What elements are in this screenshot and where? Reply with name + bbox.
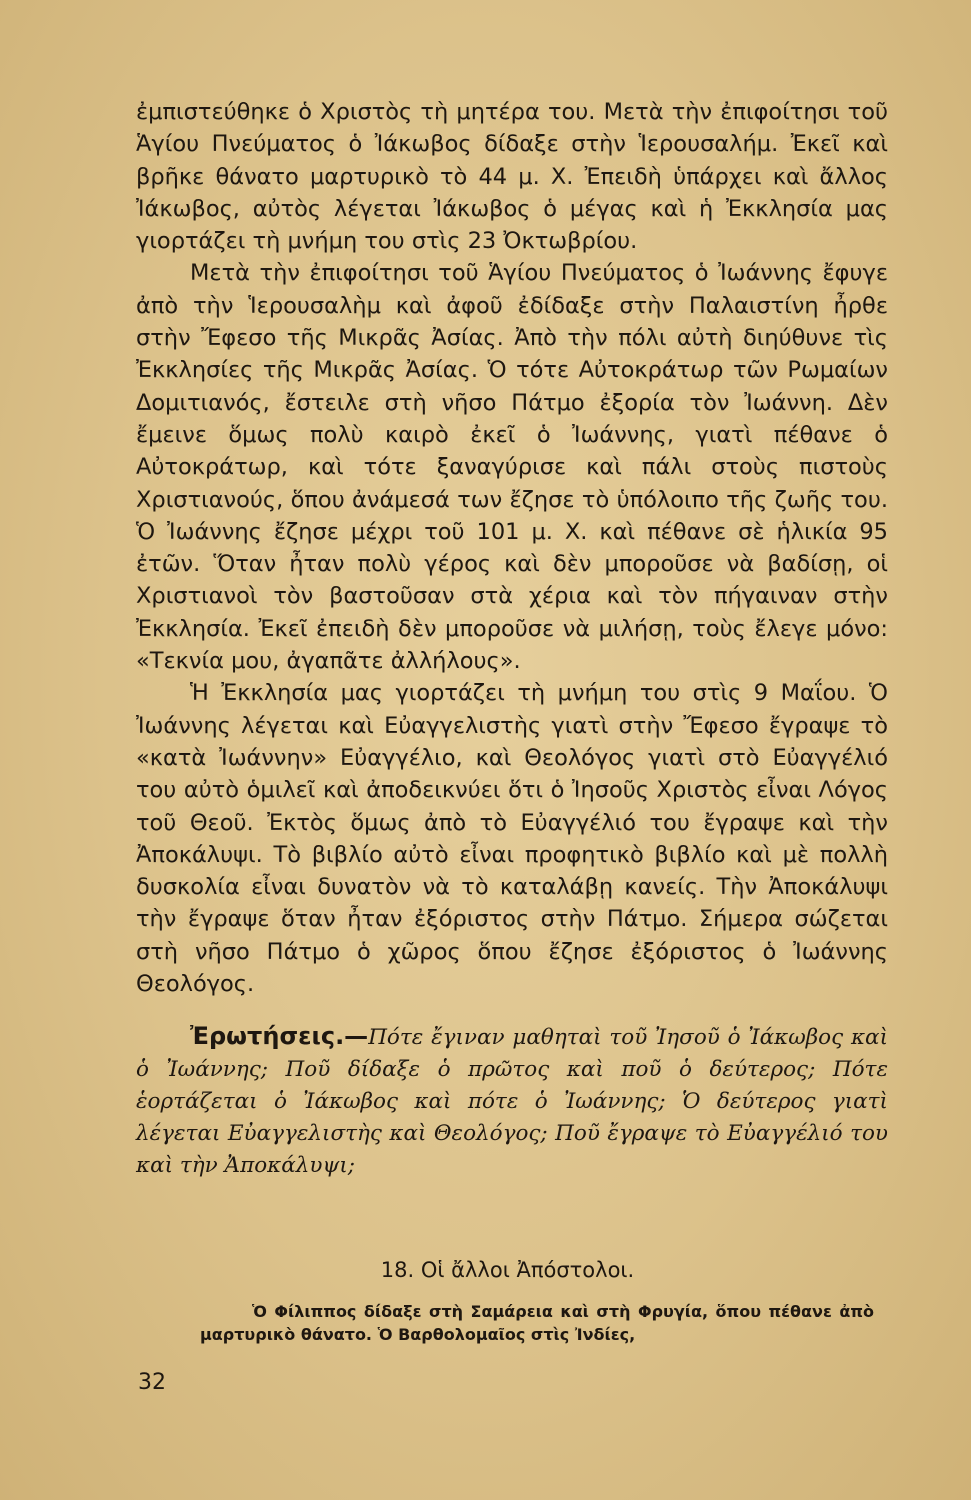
- questions-label: Ἐρωτήσεις.—: [190, 1022, 369, 1050]
- section-heading: [0, 1258, 971, 1282]
- paragraph-john-life: Μετὰ τὴν ἐπιφοίτησι τοῦ Ἁγίου Πνεύματος ὁ Ἰωάννης ἔφυγε ἀπὸ τὴν Ἱερουσαλὴμ καὶ ἀφοῦ ἐδίδαξε στὴν Παλαιστίνη ἦρθε στὴν Ἔφεσο τῆς Μικρᾶς Ἀσίας. Ἀπὸ τὴν πόλι αὐτὴ διηύθυνε τὶς Ἐκκλησίες τῆς Μικρᾶς Ἀσίας. Ὁ τότε Αὐτοκράτωρ τῶν Ρωμαίων Δομιτιανός, ἔστειλε στὴ νῆσο Πάτμο ἐξορία τὸν Ἰωάννη. Δὲν ἔμεινε ὅμως πολὺ καιρὸ ἐκεῖ ὁ Ἰωάννης, γιατὶ πέθανε ὁ Αὐτοκράτωρ, καὶ τότε ξαναγύρισε καὶ πάλι στοὺς πιστοὺς Χριστιανούς, ὅπου ἀνάμεσά των ἔζησε τὸ ὑπόλοιπο τῆς ζωῆς του. Ὁ Ἰωάννης ἔζησε μέχρι τοῦ 101 μ. Χ. καὶ πέθανε σὲ ἡλικία 95 ἐτῶν. Ὅταν ἦταν πολὺ γέρος καὶ δὲν μποροῦσε νὰ βαδίσῃ, οἱ Χριστιανοὶ τὸν βαστοῦσαν στὰ χέρια καὶ τὸν πήγαιναν στὴν Ἐκκλησία. Ἐκεῖ ἐπειδὴ δὲν μποροῦσε νὰ μιλήσῃ, τοὺς ἔλεγε μόνο: «Τεκνία μου, ἀγαπᾶτε ἀλλήλους».: [136, 260, 888, 675]
- questions-block: [136, 1020, 888, 1182]
- main-text-block: [136, 96, 888, 1000]
- page-number: 32: [138, 1370, 166, 1395]
- section-heading-text: 18. Οἱ ἄλλοι Ἀπόστολοι.: [380, 1258, 635, 1282]
- section-paragraph: Ὁ Φίλιππος δίδαξε στὴ Σαμάρεια καὶ στὴ Φρυγία, ὅπου πέθανε ἀπὸ μαρτυρικὸ θάνατο. Ὁ Βαρθολομαῖος στὶς Ἰνδίες,: [200, 1302, 874, 1344]
- section-text-block: [200, 1300, 874, 1346]
- paragraph-john-gospel: Ἡ Ἐκκλησία μας γιορτάζει τὴ μνήμη του στὶς 9 Μαΐου. Ὁ Ἰωάννης λέγεται καὶ Εὐαγγελιστὴς γιατὶ στὴν Ἔφεσο ἔγραψε τὸ «κατὰ Ἰωάννην» Εὐαγγέλιο, καὶ Θεολόγος γιατὶ στὸ Εὐαγγέλιό του αὐτὸ ὁμιλεῖ καὶ ἀποδεικνύει ὅτι ὁ Ἰησοῦς Χριστὸς εἶναι Λόγος τοῦ Θεοῦ. Ἐκτὸς ὅμως ἀπὸ τὸ Εὐαγγέλιό του ἔγραψε καὶ τὴν Ἀποκάλυψι. Τὸ βιβλίο αὐτὸ εἶναι προφητικὸ βιβλίο καὶ μὲ πολλὴ δυσκολία εἶναι δυνατὸν νὰ τὸ καταλάβῃ κανείς. Τὴν Ἀποκάλυψι τὴν ἔγραψε ὅταν ἦταν ἐξόριστος στὴν Πάτμο. Σήμερα σώζεται στὴ νῆσο Πάτμο ὁ χῶρος ὅπου ἔζησε ἐξόριστος ὁ Ἰωάννης Θεολόγος.: [136, 680, 888, 998]
- questions-text: Πότε ἔγιναν μαθηταὶ τοῦ Ἰησοῦ ὁ Ἰάκωβος καὶ ὁ Ἰωάννης; Ποῦ δίδαξε ὁ πρῶτος καὶ ποῦ ὁ δεύτερος; Πότε ἑορτάζεται ὁ Ἰάκωβος καὶ πότε ὁ Ἰωάννης; Ὁ δεύτερος γιατὶ λέγεται Εὐαγγελιστὴς καὶ Θεολόγος; Ποῦ ἔγραψε τὸ Εὐαγγέλιό του καὶ τὴν Ἀποκάλυψι;: [136, 1025, 888, 1178]
- paragraph-james: ἐμπιστεύθηκε ὁ Χριστὸς τὴ μητέρα του. Μετὰ τὴν ἐπιφοίτησι τοῦ Ἁγίου Πνεύματος ὁ Ἰάκωβος δίδαξε στὴν Ἱερουσαλήμ. Ἐκεῖ καὶ βρῆκε θάνατο μαρτυρικὸ τὸ 44 μ. Χ. Ἐπειδὴ ὑπάρχει καὶ ἄλλος Ἰάκωβος, αὐτὸς λέγεται Ἰάκωβος ὁ μέγας καὶ ἡ Ἐκκλησία μας γιορτάζει τὴ μνήμη του στὶς 23 Ὀκτωβρίου.: [136, 99, 888, 255]
- questions-paragraph: [136, 1020, 888, 1182]
